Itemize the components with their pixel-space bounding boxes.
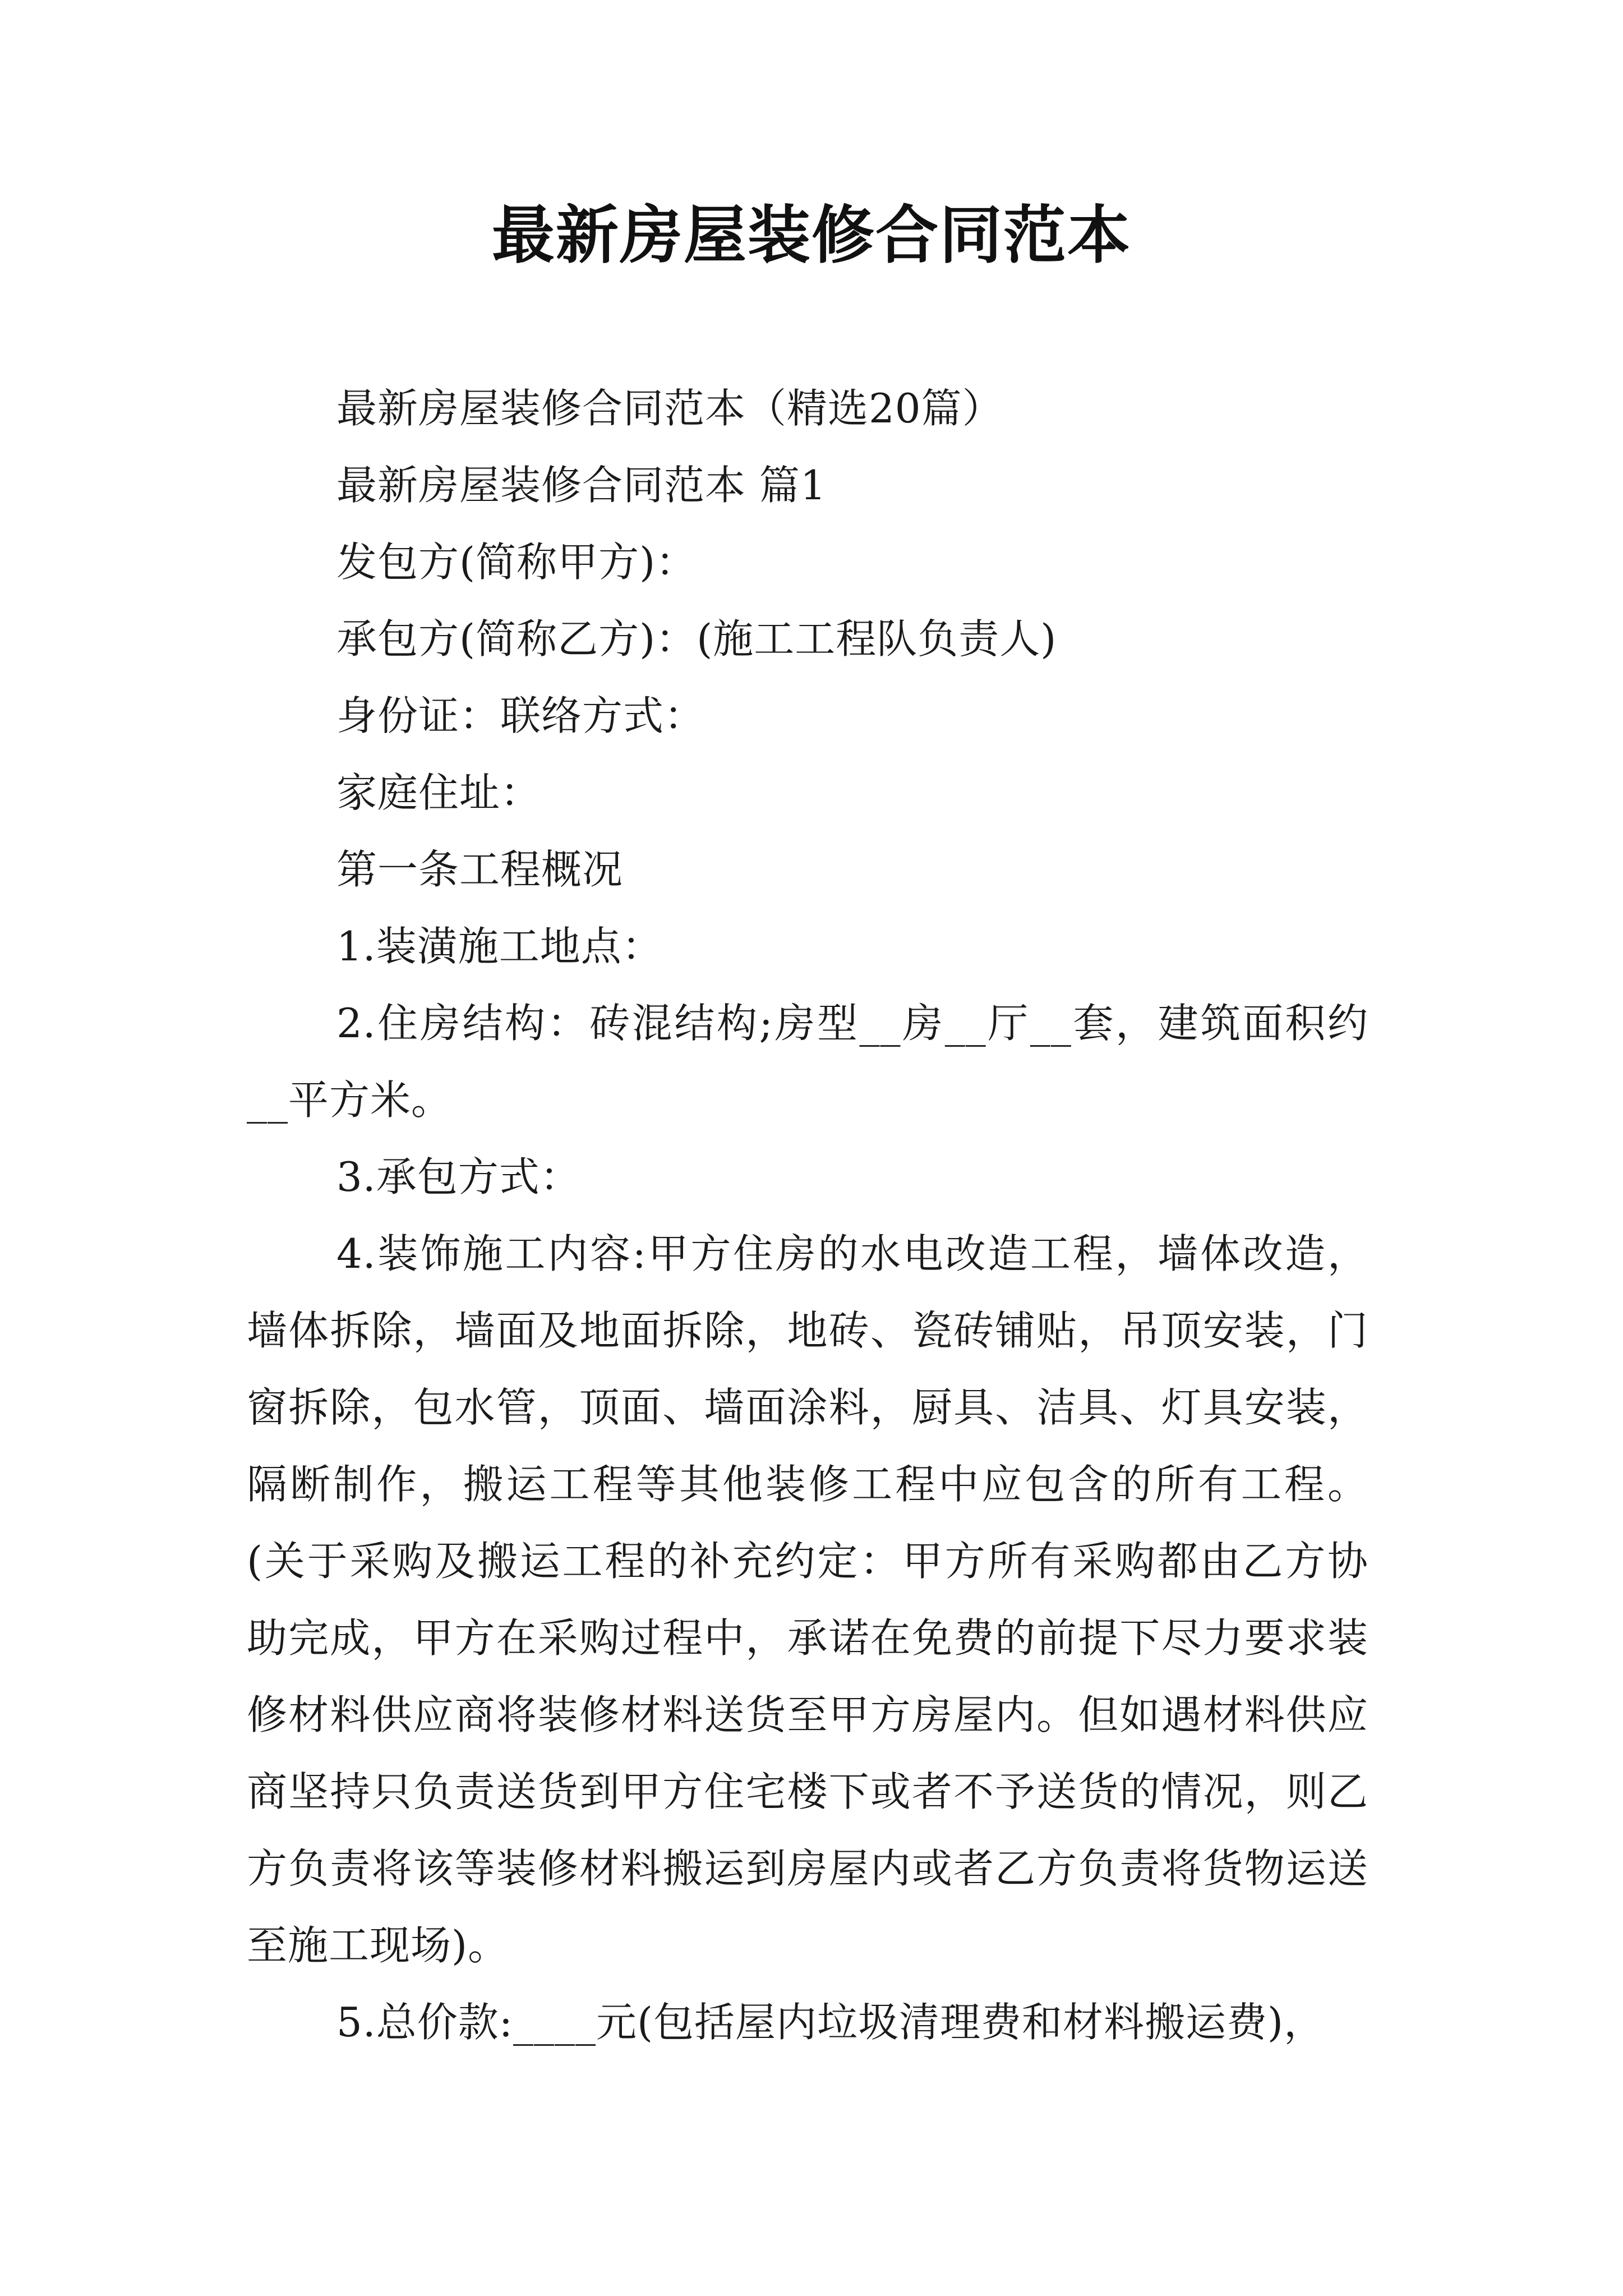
document-title: 最新房屋装修合同范本	[492, 199, 1131, 272]
document-body	[247, 370, 1368, 2061]
paragraph: 4.装饰施工内容:甲方住房的水电改造工程，墙体改造，墙体拆除，墙面及地面拆除，地砖、瓷砖铺贴，吊顶安装，门窗拆除，包水管，顶面、墙面涂料，厨具、洁具、灯具安装，隔断制作，搬运工程等其他装修工程中应包含的所有工程。(关于采购及搬运工程的补充约定：甲方所有采购都由乙方协助完成，甲方在采购过程中，承诺在免费的前提下尽力要求装修材料供应商将装修材料送货至甲方房屋内。但如遇材料供应商坚持只负责送货到甲方住宅楼下或者不予送货的情况，则乙方负责将该等装修材料搬运到房屋内或者乙方负责将货物运送至施工现场)。	[247, 1230, 1368, 1969]
paragraph: 家庭住址：	[336, 769, 542, 816]
paragraph: 最新房屋装修合同范本 篇1	[336, 462, 827, 509]
section-heading: 第一条工程概况	[336, 846, 624, 893]
paragraph: 3.承包方式：	[336, 1153, 581, 1200]
paragraph: 身份证：联络方式：	[336, 692, 706, 739]
paragraph: 5.总价款:____元(包括屋内垃圾清理费和材料搬运费)，	[336, 1999, 1325, 2046]
paragraph: 1.装潢施工地点：	[336, 923, 663, 970]
paragraph: 最新房屋装修合同范本（精选20篇）	[336, 385, 1003, 432]
paragraph: 发包方(简称甲方)：	[336, 539, 697, 586]
paragraph: 2.住房结构：砖混结构;房型__房__厅__套，建筑面积约__平方米。	[247, 1000, 1368, 1124]
paragraph: 承包方(简称乙方)：(施工工程队负责人)	[336, 615, 1057, 662]
